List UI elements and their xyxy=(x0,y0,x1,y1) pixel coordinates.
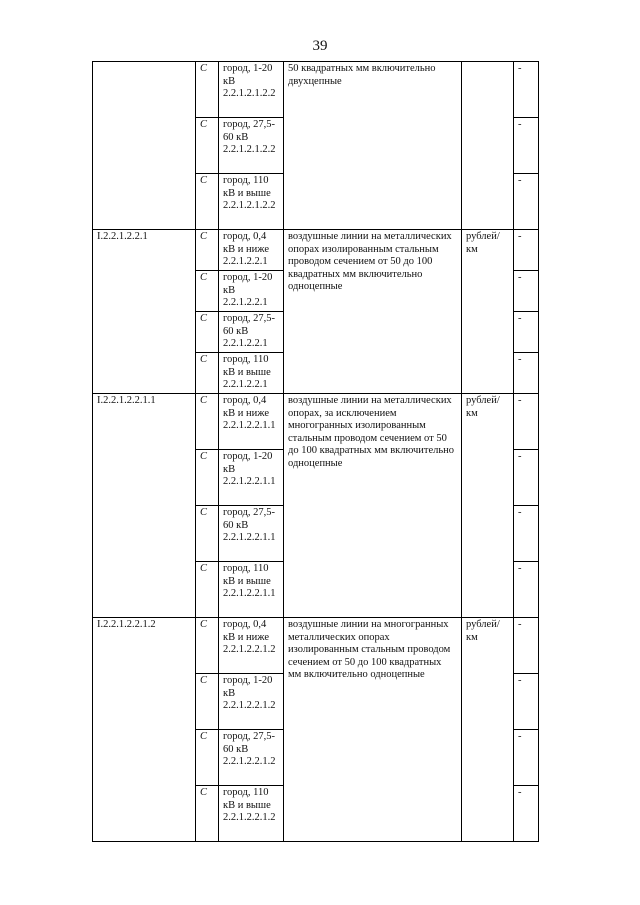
rate-value: - xyxy=(514,271,539,312)
territory-letter: С xyxy=(196,271,219,312)
territory-letter: С xyxy=(196,618,219,674)
voltage-category: город, 27,5-60 кВ 2.2.1.2.2.1.1 xyxy=(219,506,284,562)
voltage-category: город, 110 кВ и выше 2.2.1.2.2.1.2 xyxy=(219,786,284,842)
rate-value: - xyxy=(514,562,539,618)
voltage-category: город, 1-20 кВ 2.2.1.2.2.1.2 xyxy=(219,674,284,730)
unit-of-measure: рублей/км xyxy=(462,394,514,618)
row-code: I.2.2.1.2.2.1 xyxy=(93,230,196,394)
voltage-category: город, 1-20 кВ 2.2.1.2.1.2.2 xyxy=(219,62,284,118)
rate-value: - xyxy=(514,394,539,450)
voltage-category: город, 110 кВ и выше 2.2.1.2.2.1.1 xyxy=(219,562,284,618)
territory-letter: С xyxy=(196,174,219,230)
territory-letter: С xyxy=(196,312,219,353)
voltage-category: город, 0,4 кВ и ниже 2.2.1.2.2.1 xyxy=(219,230,284,271)
voltage-category: город, 110 кВ и выше 2.2.1.2.2.1 xyxy=(219,353,284,394)
voltage-category: город, 0,4 кВ и ниже 2.2.1.2.2.1.1 xyxy=(219,394,284,450)
line-description: 50 квадратных мм включительно двухцепные xyxy=(284,62,462,230)
page-number: 39 xyxy=(312,38,328,54)
territory-letter: С xyxy=(196,353,219,394)
territory-letter: С xyxy=(196,450,219,506)
rate-value: - xyxy=(514,62,539,118)
territory-letter: С xyxy=(196,730,219,786)
territory-letter: С xyxy=(196,62,219,118)
tariff-table xyxy=(92,61,539,842)
row-code: I.2.2.1.2.2.1.1 xyxy=(93,394,196,618)
territory-letter: С xyxy=(196,506,219,562)
territory-letter: С xyxy=(196,786,219,842)
territory-letter: С xyxy=(196,230,219,271)
rate-value: - xyxy=(514,786,539,842)
voltage-category: город, 0,4 кВ и ниже 2.2.1.2.2.1.2 xyxy=(219,618,284,674)
unit-of-measure: рублей/км xyxy=(462,618,514,842)
rate-value: - xyxy=(514,312,539,353)
voltage-category: город, 27,5-60 кВ 2.2.1.2.1.2.2 xyxy=(219,118,284,174)
unit-of-measure xyxy=(462,62,514,230)
table-row xyxy=(93,230,539,271)
line-description: воздушные линии на металлических опорах изолированным стальным проводом сечением от 50 до 100 квадратных мм включительно одноцепные xyxy=(284,230,462,394)
voltage-category: город, 1-20 кВ 2.2.1.2.2.1 xyxy=(219,271,284,312)
table-row xyxy=(93,62,539,118)
territory-letter: С xyxy=(196,562,219,618)
rate-value: - xyxy=(514,450,539,506)
voltage-category: город, 1-20 кВ 2.2.1.2.2.1.1 xyxy=(219,450,284,506)
territory-letter: С xyxy=(196,118,219,174)
rate-value: - xyxy=(514,230,539,271)
rate-value: - xyxy=(514,353,539,394)
territory-letter: С xyxy=(196,394,219,450)
voltage-category: город, 110 кВ и выше 2.2.1.2.1.2.2 xyxy=(219,174,284,230)
rate-value: - xyxy=(514,174,539,230)
rate-value: - xyxy=(514,618,539,674)
rate-value: - xyxy=(514,674,539,730)
unit-of-measure: рублей/км xyxy=(462,230,514,394)
rate-value: - xyxy=(514,730,539,786)
line-description: воздушные линии на металлических опорах, за исключением многогранных изолированным стальным проводом сечением от 50 до 100 квадратных мм включительно одноцепные xyxy=(284,394,462,618)
line-description: воздушные линии на многогранных металлических опорах изолированным стальным проводом сечением от 50 до 100 квадратных мм включительно одноцепные xyxy=(284,618,462,842)
voltage-category: город, 27,5-60 кВ 2.2.1.2.2.1.2 xyxy=(219,730,284,786)
rate-value: - xyxy=(514,118,539,174)
rate-value: - xyxy=(514,506,539,562)
row-code: I.2.2.1.2.2.1.2 xyxy=(93,618,196,842)
territory-letter: С xyxy=(196,674,219,730)
row-code xyxy=(93,62,196,230)
table-row xyxy=(93,394,539,450)
table-row xyxy=(93,618,539,674)
voltage-category: город, 27,5-60 кВ 2.2.1.2.2.1 xyxy=(219,312,284,353)
